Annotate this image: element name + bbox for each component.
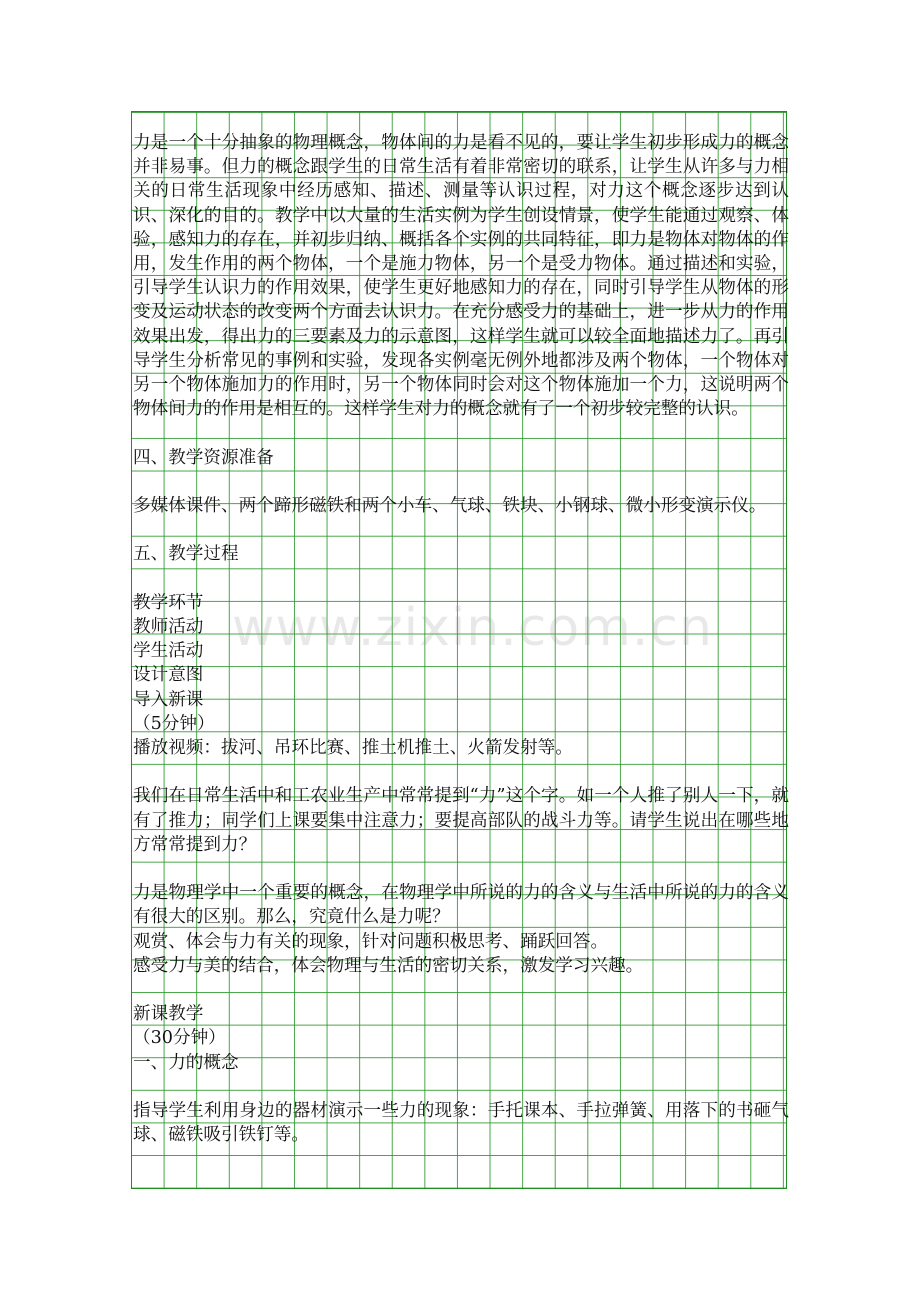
spacer: [133, 978, 789, 1002]
stage-duration: （5分钟）: [133, 713, 215, 734]
table-header: 教学环节: [133, 592, 204, 613]
stage-name: 新课教学: [133, 1004, 204, 1025]
spacer: [133, 760, 789, 784]
teacher-activity: 我们在日常生活中和工农业生产中常常提到“力”这个字。如一个人推了别人一下，就有了推力；同学们上课要集中注意力；要提高部队的战斗力等。请学生说出在哪些地方常常提到力？: [133, 786, 789, 855]
spacer: [133, 1075, 789, 1099]
spacer: [133, 470, 789, 494]
student-activity: 观赏、体会与力有关的现象，针对问题积极思考、踊跃回答。: [133, 931, 609, 952]
watermark: www.zixin.com.cn: [232, 598, 713, 658]
stage-duration: （30分钟）: [133, 1028, 226, 1049]
table-header: 教师活动: [133, 617, 204, 637]
spacer: [133, 421, 789, 445]
spacer: [133, 857, 789, 881]
table-header: 设计意图: [133, 665, 204, 686]
subheading: 一、力的概念: [133, 1052, 239, 1073]
teacher-activity: 指导学生利用身边的器材演示一些力的现象：手托课本、手拉弹簧、用落下的书砸气球、磁铁吸引铁钉等。: [133, 1101, 789, 1146]
analysis-paragraph: 力是一个十分抽象的物理概念，物体间的力是看不见的，要让学生初步形成力的概念并非易事。但力的概念跟学生的日常生活有着非常密切的联系，让学生从许多与力相关的日常生活现象中经历感知、描述、测量等认识过程，对力这个概念逐步达到认识、深化的目的。教学中以大量的生活实例为学生创设情景，使学生能通过观察、体验，感知力的存在，并初步归纳、概括各个实例的共同特征，即力是物体对物体的作用，发生作用的两个物体，一个是施力物体，另一个是受力物体。通过描述和实验，引导学生认识力的作用效果，使学生更好地感知力的存在，同时引导学生从物体的形变及运动状态的改变两个方面去认识力。在充分感受力的基础上，进一步从力的作用效果出发，得出力的三要素及力的示意图，这样学生就可以较全面地描述力了。再引导学生分析常见的事例和实验，发现各实例毫无例外地都涉及两个物体，一个物体对另一个物体施加力的作用时，另一个物体同时会对这个物体施加一个力，这说明两个物体间力的作用是相互的。这样学生对力的概念就有了一个初步较完整的认识。: [133, 133, 789, 420]
design-intent: 感受力与美的结合，体会物理与生活的密切关系，激发学习兴趣。: [133, 955, 644, 976]
section-heading: 五、教学过程: [133, 544, 239, 565]
section-heading: 四、教学资源准备: [133, 447, 274, 468]
stage-name: 导入新课: [133, 689, 204, 710]
teacher-activity: 播放视频：拔河、吊环比赛、推土机推土、火箭发射等。: [133, 738, 573, 759]
document-body: [133, 131, 789, 1147]
resources-text: 多媒体课件、两个蹄形磁铁和两个小车、气球、铁块、小钢球、微小形变演示仪。: [133, 496, 767, 517]
table-header: 学生活动: [133, 641, 204, 662]
spacer: [133, 567, 789, 591]
spacer: [133, 518, 789, 542]
teacher-activity: 力是物理学中一个重要的概念，在物理学中所说的力的含义与生活中所说的力的含义有很大的区别。那么，究竟什么是力呢？: [133, 883, 789, 928]
